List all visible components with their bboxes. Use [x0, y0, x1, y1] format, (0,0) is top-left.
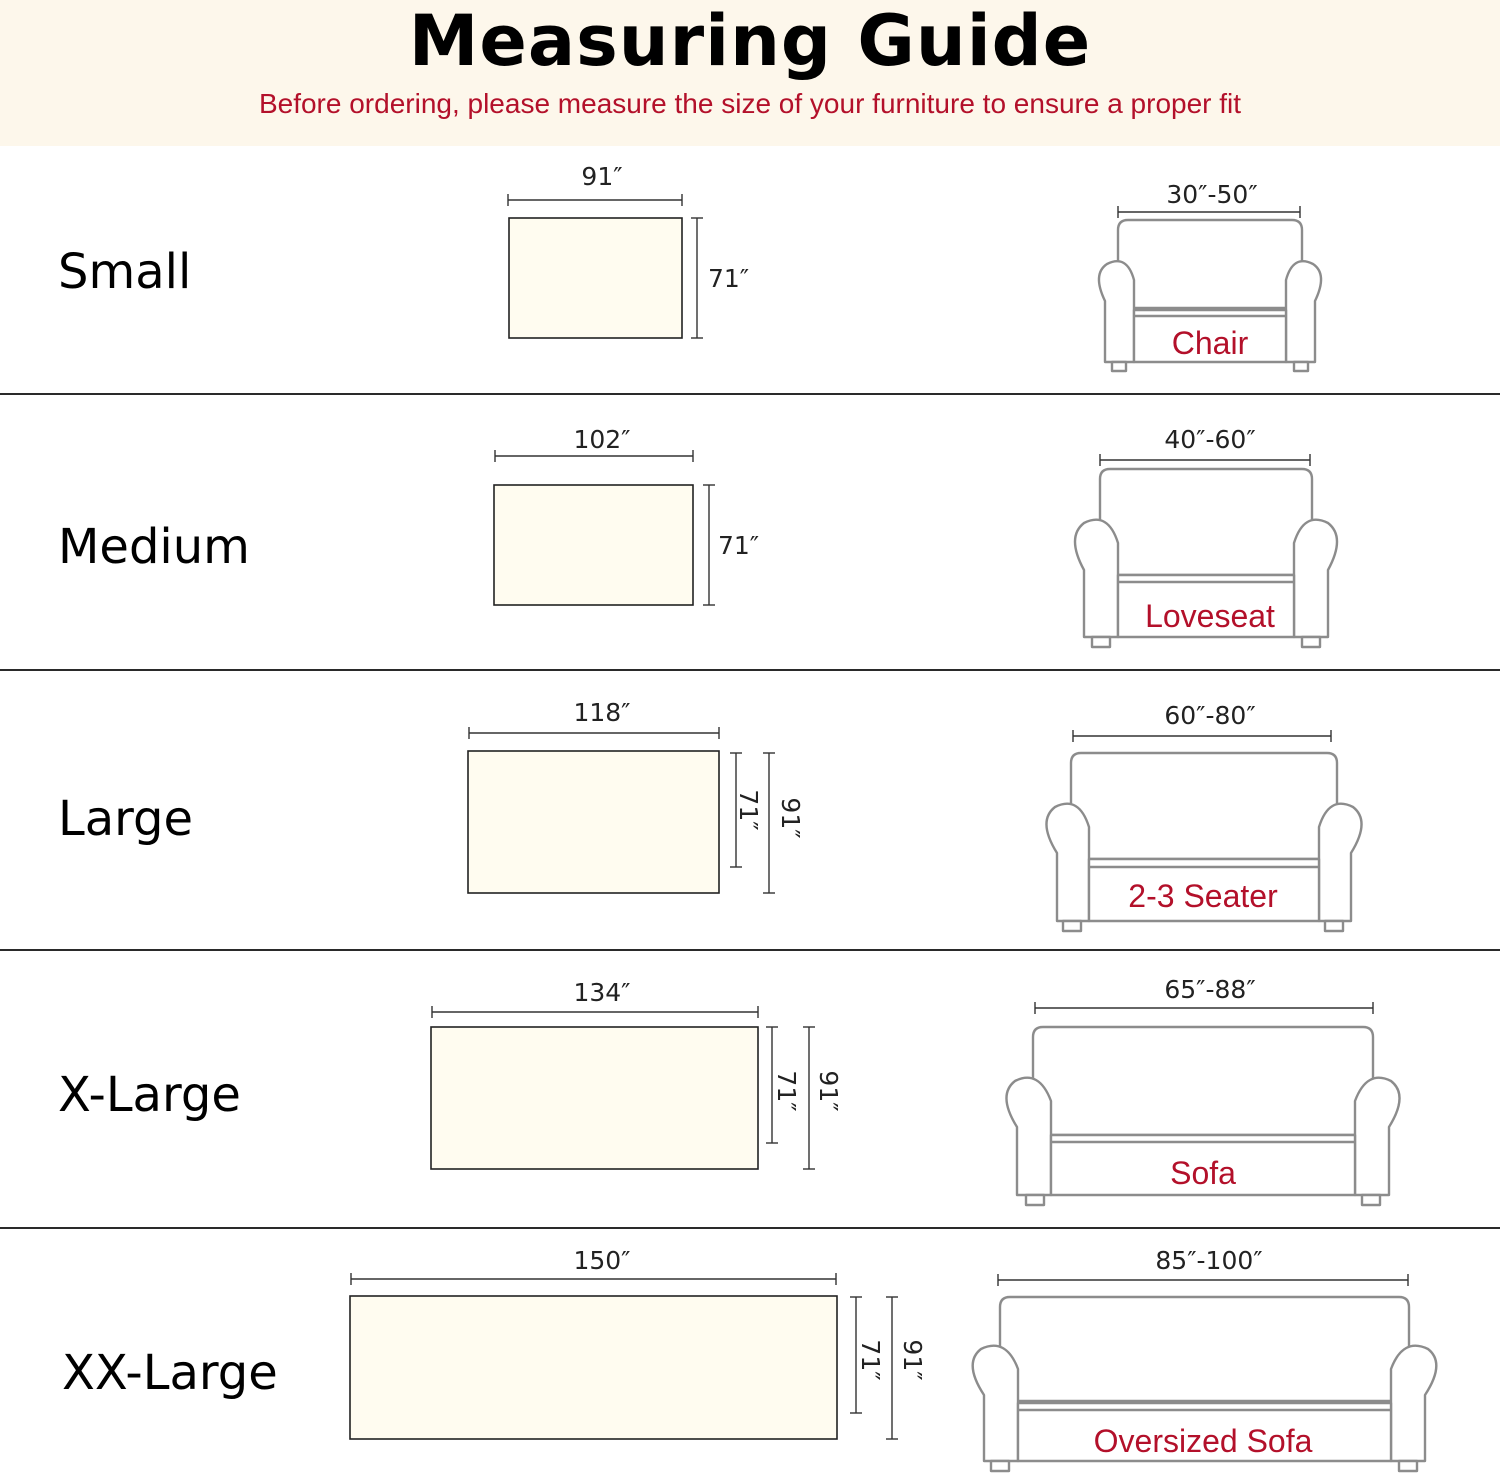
cover-width-label: 91″: [581, 162, 623, 191]
size-label: XX-Large: [62, 1345, 278, 1401]
size-label: Large: [58, 791, 194, 847]
size-row-small: [0, 146, 1500, 393]
size-row-xx-large: [0, 1229, 1500, 1479]
furniture-range-label: 60″-80″: [1164, 701, 1256, 730]
cover-diagram: [508, 162, 749, 338]
cover-height-label: 71″: [734, 789, 763, 831]
furniture-type-label: Chair: [1171, 325, 1249, 361]
cover-rectangle: [494, 485, 693, 605]
size-label: Medium: [58, 519, 250, 575]
cover-width-label: 134″: [573, 978, 631, 1007]
cover-rectangle: [509, 218, 682, 338]
furniture-type-label: Oversized Sofa: [1093, 1423, 1313, 1459]
cover-rectangle: [350, 1296, 837, 1439]
size-row-large: [0, 671, 1500, 949]
oversized-sofa-outline: [973, 1246, 1437, 1471]
furniture-type-label: Loveseat: [1145, 598, 1275, 634]
header-banner: [0, 0, 1500, 146]
cover-height-label: 71″: [718, 531, 760, 560]
cover-diagram: [431, 978, 843, 1169]
row-graphics: [0, 146, 1500, 393]
sofa-outline: [1006, 975, 1399, 1205]
cover-height-label: 71″: [856, 1339, 885, 1381]
furniture-type-label: Sofa: [1170, 1155, 1236, 1191]
sofa-outline: [1046, 701, 1361, 931]
cover-diagram: [468, 698, 805, 893]
size-row-medium: [0, 395, 1500, 669]
size-label: X-Large: [58, 1067, 241, 1123]
cover-width-label: 118″: [573, 698, 631, 727]
row-graphics: [0, 395, 1500, 669]
page-title: Measuring Guide: [408, 0, 1092, 82]
chair-outline: [1099, 180, 1321, 371]
cover-diagram: [494, 425, 759, 605]
loveseat-outline: [1075, 425, 1337, 647]
cover-rectangle: [431, 1027, 758, 1169]
furniture-range-label: 65″-88″: [1164, 975, 1256, 1004]
row-graphics: [0, 1229, 1500, 1479]
cover-height-label: 71″: [772, 1070, 801, 1112]
page-subtitle: Before ordering, please measure the size of your furniture to ensure a proper fit: [258, 88, 1242, 119]
furniture-range-label: 30″-50″: [1166, 180, 1258, 209]
furniture-range-label: 85″-100″: [1155, 1246, 1263, 1275]
cover-diagram: [350, 1246, 927, 1439]
cover-height-alt-label: 91″: [776, 797, 805, 839]
cover-width-label: 150″: [573, 1246, 631, 1275]
furniture-range-label: 40″-60″: [1164, 425, 1256, 454]
row-graphics: [0, 671, 1500, 949]
furniture-type-label: 2-3 Seater: [1128, 878, 1278, 914]
size-label: Small: [58, 244, 192, 300]
cover-rectangle: [468, 751, 719, 893]
size-row-x-large: [0, 951, 1500, 1227]
cover-height-alt-label: 91″: [814, 1070, 843, 1112]
row-graphics: [0, 951, 1500, 1227]
cover-width-label: 102″: [573, 425, 631, 454]
cover-height-label: 71″: [708, 264, 750, 293]
cover-height-alt-label: 91″: [898, 1339, 927, 1381]
